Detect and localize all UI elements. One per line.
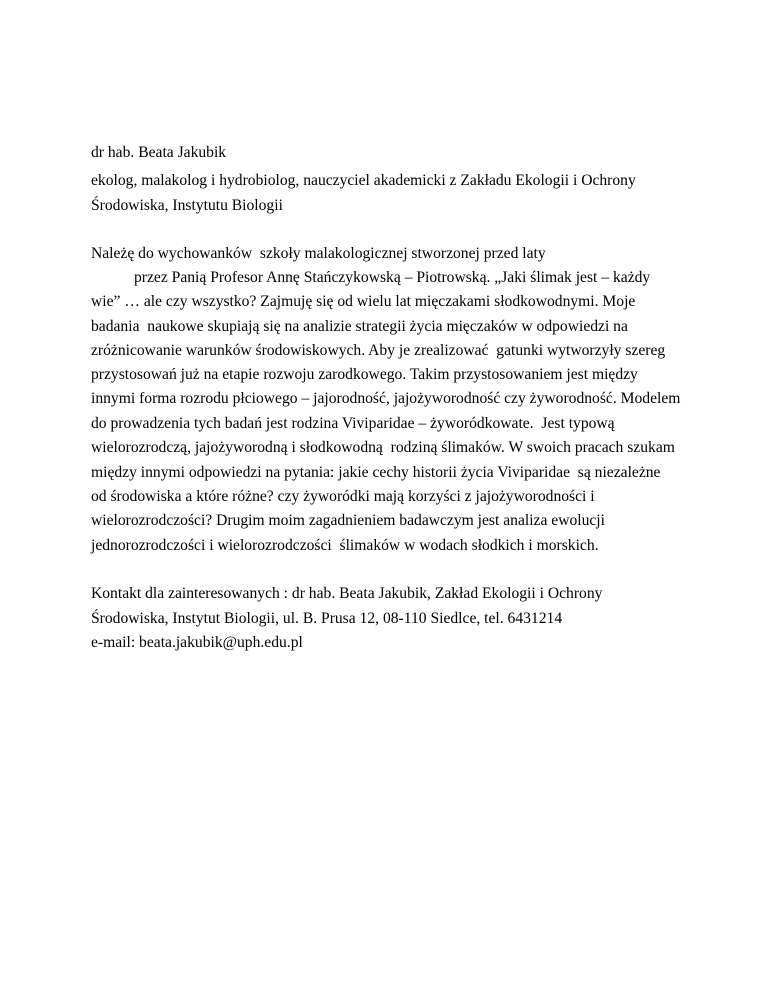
body-line-4: badania naukowe skupiają się na analizie strategii życia mięczaków w odpowiedzi na xyxy=(91,318,628,335)
author-role-line-2: Środowiska, Instytutu Biologii xyxy=(91,197,283,214)
body-line-2: przez Panią Profesor Annę Stańczykowską – Piotrowską. „Jaki ślimak jest – każdy xyxy=(134,269,651,286)
body-line-10: między innymi odpowiedzi na pytania: jakie cechy historii życia Viviparidae są niezależne xyxy=(91,464,661,481)
body-line-12: wielorozrodczości? Drugim moim zagadnieniem badawczym jest analiza ewolucji xyxy=(91,512,605,529)
body-line-5: zróżnicowanie warunków środowiskowych. Aby je zrealizować gatunki wytworzyły szereg xyxy=(91,342,666,359)
body-line-7: innymi forma rozrodu płciowego – jajorodność, jajożyworodność czy żyworodność. Modelem xyxy=(91,390,681,407)
body-line-9: wielorozrodczą, jajożyworodną i słodkowodną rodziną ślimaków. W swoich pracach szukam xyxy=(91,439,675,456)
author-name: dr hab. Beata Jakubik xyxy=(91,144,227,161)
body-line-13: jednorozrodczości i wielorozrodczości ślimaków w wodach słodkich i morskich. xyxy=(91,537,599,554)
body-line-8: do prowadzenia tych badań jest rodzina Viviparidae – żyworódkowate. Jest typową xyxy=(91,415,615,432)
contact-line-2: Środowiska, Instytut Biologii, ul. B. Prusa 12, 08-110 Siedlce, tel. 6431214 xyxy=(91,610,563,627)
body-line-11: od środowiska a które różne? czy żyworódki mają korzyści z jajożyworodności i xyxy=(91,488,595,505)
contact-email: e-mail: beata.jakubik@uph.edu.pl xyxy=(91,634,303,651)
body-line-6: przystosowań już na etapie rozwoju zarodkowego. Takim przystosowaniem jest między xyxy=(91,366,638,383)
author-role-line-1: ekolog, malakolog i hydrobiolog, nauczyciel akademicki z Zakładu Ekologii i Ochrony xyxy=(91,172,636,189)
contact-line-1: Kontakt dla zainteresowanych : dr hab. Beata Jakubik, Zakład Ekologii i Ochrony xyxy=(91,585,603,602)
body-line-1: Należę do wychowanków szkoły malakologicznej stworzonej przed laty xyxy=(91,245,546,262)
body-line-3: wie” … ale czy wszystko? Zajmuję się od wielu lat mięczakami słodkowodnymi. Moje xyxy=(91,293,636,310)
